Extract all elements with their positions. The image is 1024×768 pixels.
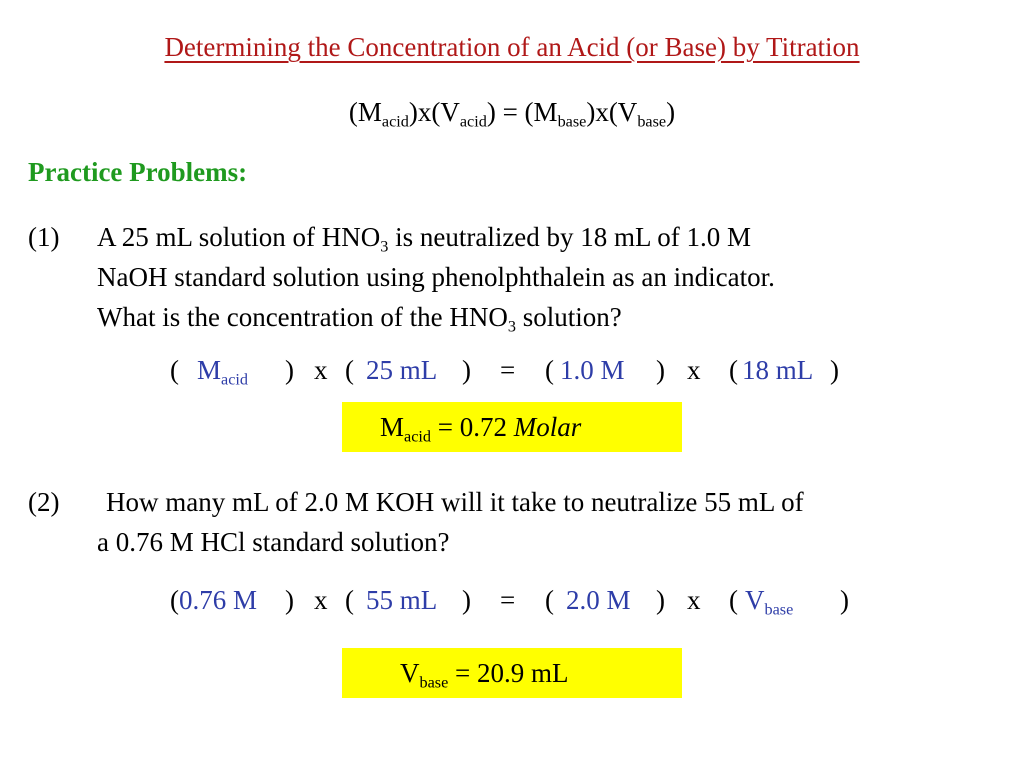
titration-formula: $(M_{acid})x(V_{acid}) = (M_{base})x(V_{base})$ [348,97,676,131]
problem-2-line-1: How many mL of 2.0 M KOH will it take to neutralize 55 mL of [106,487,804,517]
problem-2-number: (2) [28,487,60,517]
p1-m-acid: $M_{acid}$ [197,355,248,389]
problem-2-answer: $V_{base} = 20.9$ mL [400,658,569,692]
problem-1-line-1: A 25 mL solution of $HNO_3$ is neutralized by 18 mL of 1.0 M [97,222,752,256]
p1-v-acid: 25 mL [366,355,438,385]
slide-title: Determining the Concentration of an Acid (or Base) by Titration [164,32,860,62]
p2-v-acid: 55 mL [366,585,438,615]
p2-m-base: 2.0 M [566,585,631,615]
problem-1-line-2: NaOH standard solution using phenolphthalein as an indicator. [97,262,775,292]
problem-1-answer: $M_{acid} = 0.72$ Molar [380,412,582,446]
problem-1-number: (1) [28,222,60,252]
problem-1-line-3: What is the concentration of the $HNO_3$ solution? [97,302,622,336]
p1-v-base: 18 mL [742,355,814,385]
problem-2-line-2: a 0.76 M HCl standard solution? [97,527,450,557]
p2-v-base: $V_{base}$ [745,585,794,619]
p1-m-base: 1.0 M [560,355,625,385]
p2-m-acid: 0.76 M [179,585,258,615]
practice-problems-heading: Practice Problems: [28,157,248,187]
